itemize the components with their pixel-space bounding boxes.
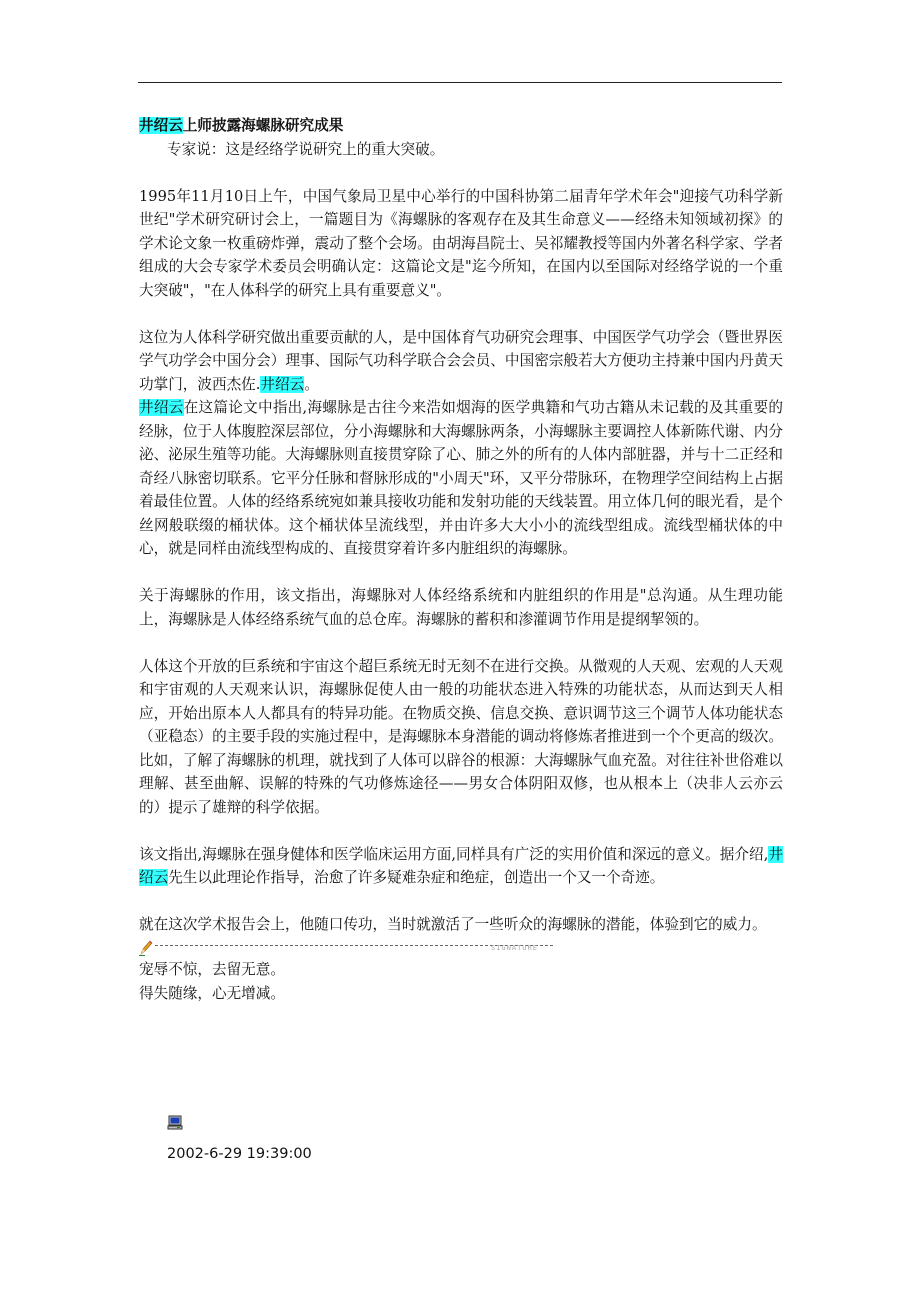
article-subtitle: 专家说：这是经络学说研究上的重大突破。 [167,140,445,158]
highlighted-name: 井绍云 [139,845,783,886]
computer-icon [167,1115,183,1131]
signature-divider [139,938,783,958]
pencil-icon [139,940,153,956]
paragraph-2-text: 这位为人体科学研究做出重要贡献的人，是中国体育气功研究会理事、中国医学气功学会（暨世界医学气功学会中国分会）理事、国际气功科学联合会会员、中国密宗般若大方便功主持兼中国内丹黄天功掌门，波西杰佐. [139,328,783,393]
article-body [139,114,783,1005]
paragraph-2 [139,326,783,561]
highlighted-name: 井绍云 [260,375,305,393]
signature-line-1: 宠辱不惊，去留无意。 [139,961,285,978]
paragraph-7: 就在这次学术报告会上，他随口传功，当时就激活了一些听众的海螺脉的潜能，体验到它的威力。 [139,916,767,933]
paragraph-4: 关于海螺脉的作用，该文指出，海螺脉对人体经络系统和内脏组织的作用是"总沟通。从生理功能上，海螺脉是人体经络系统气血的总仓库。海螺脉的蓄积和渗灌调节作用是提纲挈领的。 [139,587,783,628]
post-timestamp: 2002-6-29 19:39:00 [167,1146,312,1162]
signature-label: SIGNATURE [491,944,538,952]
paragraph-3-text: 在这篇论文中指出,海螺脉是古往今来浩如烟海的医学典籍和气功古籍从未记载的及其重要的经脉，位于人体腹腔深层部位，分小海螺脉和大海螺脉两条，小海螺脉主要调控人体新陈代谢、内分泌、泌尿生殖等功能。大海螺脉则直接贯穿除了心、肺之外的所有的人体内部脏器，并与十二正经和奇经八脉密切联系。它平分任脉和督脉形成的"小周天"环，又平分带脉环，在物理学空间结构上占据着最佳位置。人体的经络系统宛如兼具接收功能和发射功能的天线装置。用立体几何的眼光看，是个丝网般联缀的桶状体。这个桶状体呈流线型，并由许多大大小小的流线型组成。流线型桶状体的中心，就是同样由流线型构成的、直接贯穿着许多内脏组织的海螺脉。 [139,399,783,557]
article-title [139,114,783,138]
paragraph-6-text: 该文指出,海螺脉在强身健体和医学临床运用方面,同样具有广泛的实用价值和深远的意义。据介绍, [139,845,769,863]
title-text: 上师披露海螺脉研究成果 [182,117,344,134]
paragraph-1: 1995年11月10日上午，中国气象局卫星中心举行的中国科协第二届青年学术年会"迎接气功科学新世纪"学术研究研讨会上，一篇题目为《海螺脉的客观存在及其生命意义——经络未知领域初探》的学术论文象一枚重磅炸弹，震动了整个会场。由胡海昌院士、吴祁耀教授等国内外著名科学家、学者组成的大会专家学术委员会明确认定：这篇论文是"迄今所知，在国内以至国际对经络学说的一个重大突破"，"在人体科学的研究上具有重要意义"。 [139,187,783,299]
paragraph-5: 人体这个开放的巨系统和宇宙这个超巨系统无时无刻不在进行交换。从微观的人天观、宏观的人天观和宇宙观的人天观来认识，海螺脉促使人由一般的功能状态进入特殊的功能状态，从而达到天人相应，开始出原本人人都具有的特异功能。在物质交换、信息交换、意识调节这三个调节人体功能状态（亚稳态）的主要手段的实施过程中，是海螺脉本身潜能的调动将修炼者推进到一个个更高的级次。比如，了解了海螺脉的机理，就找到了人体可以辟谷的根源：大海螺脉气血充盈。对往往补世俗难以理解、甚至曲解、误解的特殊的气功修炼途径——男女合体阴阳双修，也从根本上（决非人云亦云的）提示了雄辩的科学依据。 [139,657,783,816]
signature-line-2: 得失随缘，心无增减。 [139,984,285,1002]
paragraph-6 [139,843,783,890]
paragraph-2-end: 。 [304,375,319,393]
top-divider [138,82,782,83]
highlighted-name: 井绍云 [139,117,183,134]
highlighted-name: 井绍云 [139,399,184,416]
paragraph-6-end: 先生以此理论作指导，治愈了许多疑难杂症和绝症，创造出一个又一个奇迹。 [168,869,665,886]
